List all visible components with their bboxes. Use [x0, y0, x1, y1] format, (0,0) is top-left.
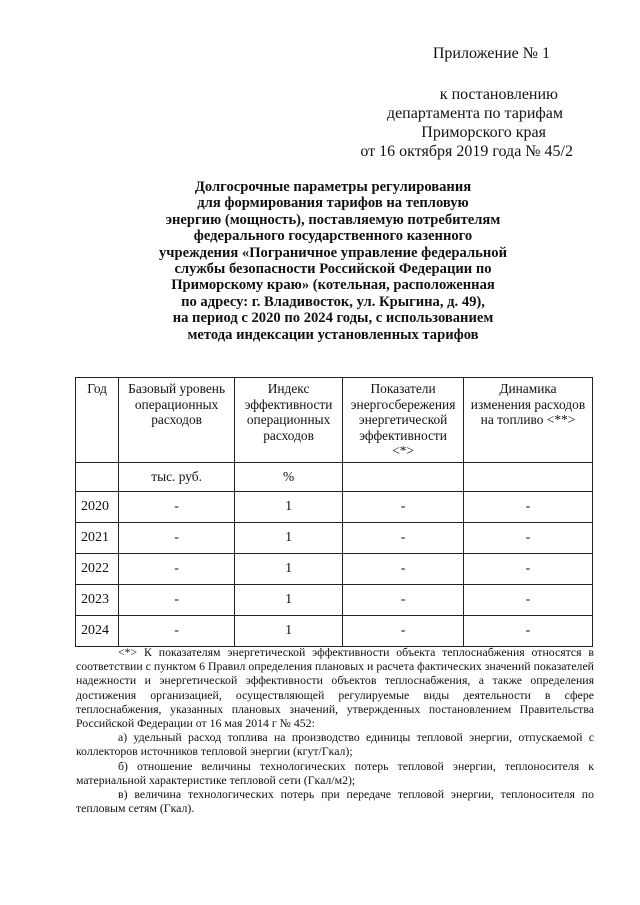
cell-index: 1 — [234, 522, 342, 553]
cell-year: 2021 — [76, 522, 119, 553]
cell-base: - — [119, 584, 235, 615]
cell-year: 2024 — [76, 615, 119, 646]
title-line: метода индексации установленных тарифов — [187, 326, 479, 343]
table-row — [76, 491, 593, 522]
title-line: Приморскому краю» (котельная, расположенная — [171, 277, 495, 294]
table-row — [76, 584, 593, 615]
cell-index: 1 — [234, 584, 342, 615]
title-line: по адресу: г. Владивосток, ул. Крыгина, д. 49), — [181, 293, 485, 310]
footnote-item-a: а) удельный расход топлива на производство единицы тепловой энергии, отпускаемой с коллекторов источников тепловой энергии (кгут/Гкал); — [76, 730, 594, 759]
cell-fuel: - — [463, 584, 592, 615]
cell-efficiency: - — [343, 615, 464, 646]
footnote-main: <*> К показателям энергетической эффективности объекта теплоснабжения относятся в соответствии с пунктом 6 Правил определения плановых и расчета фактических значений показателей надежности и энергетической эффективности объектов теплоснабжения, а также определения достижения организацией, осуществляющей регулируемые виды деятельности в сфере теплоснабжения, указанных плановых значений, утвержденных постановлением Правительства Российской Федерации от 16 мая 2014 г № 452: — [76, 645, 594, 731]
footnotes — [76, 645, 594, 815]
unit-cell — [463, 462, 592, 491]
appendix-header — [330, 44, 620, 161]
cell-index: 1 — [234, 491, 342, 522]
cell-fuel: - — [463, 522, 592, 553]
header-year: Год — [76, 378, 119, 463]
unit-cell: % — [234, 462, 342, 491]
title-line: для формирования тарифов на тепловую — [197, 195, 469, 212]
cell-base: - — [119, 615, 235, 646]
cell-efficiency: - — [343, 553, 464, 584]
title-line: энергию (мощность), поставляемую потребителям — [165, 211, 501, 228]
cell-index: 1 — [234, 553, 342, 584]
table-header-row — [76, 378, 593, 463]
table-row — [76, 522, 593, 553]
unit-cell — [76, 462, 119, 491]
cell-index: 1 — [234, 615, 342, 646]
title-line: Долгосрочные параметры регулирования — [194, 179, 472, 195]
cell-efficiency: - — [343, 491, 464, 522]
appendix-line-1: к постановлению — [439, 86, 558, 103]
title-line: учреждения «Пограничное управление федеральной — [158, 244, 507, 261]
header-efficiency-index: Индекс эффективности операционных расходов — [234, 378, 342, 463]
appendix-line-4: от 16 октября 2019 года № 45/2 — [360, 143, 573, 160]
footnote-item-b: б) отношение величины технологических потерь тепловой энергии, теплоносителя к материальной характеристике тепловой сети (Гкал/м2); — [76, 758, 594, 787]
cell-base: - — [119, 491, 235, 522]
cell-efficiency: - — [343, 584, 464, 615]
appendix-line-3: Приморского края — [421, 124, 546, 141]
cell-base: - — [119, 522, 235, 553]
unit-cell — [343, 462, 464, 491]
footnote-item-v: в) величина технологических потерь при передаче тепловой энергии, теплоносителя по тепловым сетям (Гкал). — [76, 787, 594, 816]
header-fuel-dynamics: Динамика изменения расходов на топливо <**> — [463, 378, 592, 463]
cell-year: 2022 — [76, 553, 119, 584]
title-line: службы безопасности Российской Федерации по — [174, 261, 492, 278]
header-base-level: Базовый уровень операционных расходов — [119, 378, 235, 463]
unit-cell: тыс. руб. — [119, 462, 235, 491]
table-row — [76, 615, 593, 646]
cell-year: 2023 — [76, 584, 119, 615]
title-line: федерального государственного казенного — [193, 228, 473, 245]
cell-fuel: - — [463, 553, 592, 584]
table-units-row — [76, 462, 593, 491]
document-title — [110, 179, 556, 343]
parameters-table — [75, 377, 593, 647]
header-energy-saving: Показатели энергосбережения энергетической эффективности <*> — [343, 378, 464, 463]
cell-fuel: - — [463, 491, 592, 522]
cell-base: - — [119, 553, 235, 584]
appendix-number: Приложение № 1 — [432, 45, 550, 62]
cell-fuel: - — [463, 615, 592, 646]
cell-efficiency: - — [343, 522, 464, 553]
table-row — [76, 553, 593, 584]
appendix-line-2: департамента по тарифам — [386, 105, 563, 122]
title-line: на период с 2020 по 2024 годы, с использованием — [172, 310, 494, 327]
cell-year: 2020 — [76, 491, 119, 522]
